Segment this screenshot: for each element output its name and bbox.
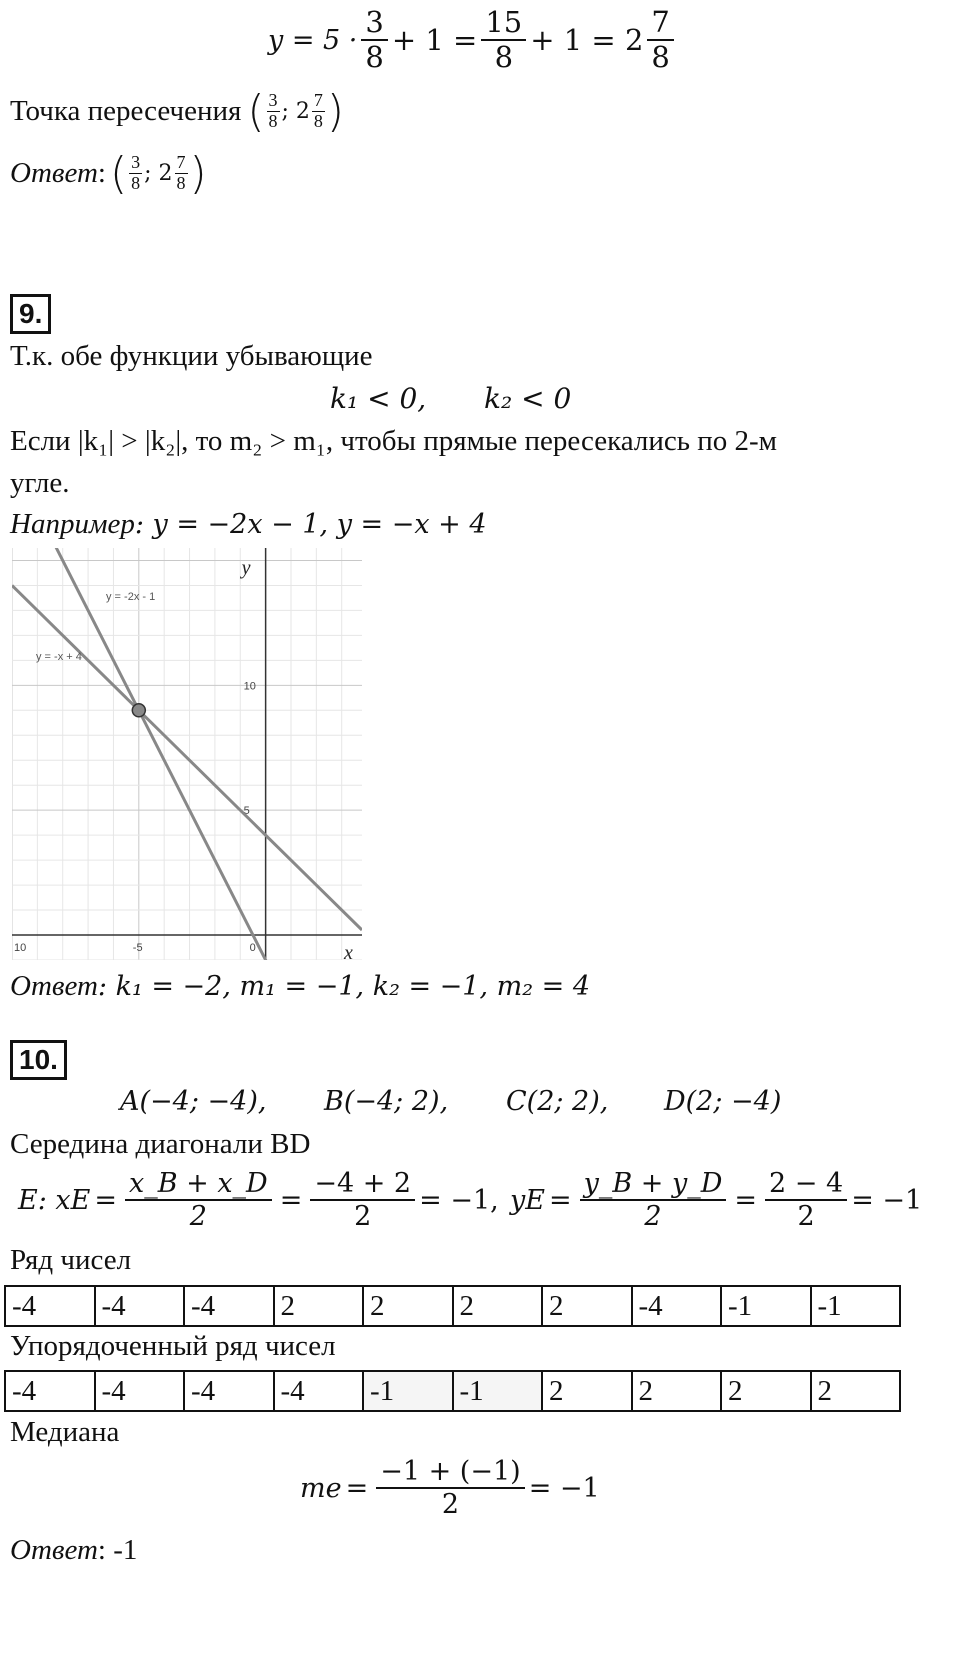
answer-label: Ответ [10,970,98,1002]
table-cell: -4 [184,1371,274,1411]
x-tick-label: -5 [132,942,143,955]
table-cell: -1 [453,1371,543,1411]
eq-mid: + 1 = 2 [530,23,644,58]
answer-label: Ответ [10,157,98,189]
task-9-number: 9. [10,294,51,334]
fraction: $\frac{2 - 4}{2}$ [765,1168,847,1232]
table-cell: -1 [721,1286,811,1326]
condition-line1: Если |k₁| > |k₂|, то m₂ > m₁, чтобы прямые пересекались по 2-м [10,425,778,457]
table-cell: 2 [363,1286,453,1326]
midpoint-label: Середина диагонали BD [10,1128,311,1160]
inequality-k1: k₁ < 0, [330,382,427,415]
median-label: Медиана [10,1416,120,1448]
table-cell: 2 [542,1286,632,1326]
table-cell: -4 [95,1371,185,1411]
median-formula: m e = $\frac{-1 + (-1)}{2}$ = −1 [300,1456,600,1521]
function-graph [12,548,362,960]
table-cell: 2 [274,1286,364,1326]
y-tick-label: 10 [243,680,256,693]
series-label: y = -x + 4 [36,651,82,663]
answer-text: : k₁ = −2, m₁ = −1, k₂ = −1, m₂ = 4 [97,971,591,1002]
table-cell: -1 [363,1371,453,1411]
task-9-line1: Т.к. обе функции убывающие [10,340,373,372]
x-axis-label: x [344,942,353,960]
fraction: $\frac{3}{8}$ [268,90,278,131]
sorted-table [4,1370,901,1412]
fraction: $\frac{15}{8}$ [481,6,526,75]
point-label: Точка пересечения [10,95,242,127]
series-label: y = -2x - 1 [106,591,156,603]
table-cell: -1 [811,1286,901,1326]
fraction: $\frac{x\_B + x\_D}{2}$ [125,1168,272,1232]
table-cell: 2 [721,1371,811,1411]
table-cell: 2 [632,1371,722,1411]
fraction: $\frac{7}{8}$ [176,152,186,193]
table-row [5,1286,900,1326]
series-label: Ряд чисел [10,1244,132,1276]
table-cell: -4 [5,1286,95,1326]
task-9-answer [10,970,590,1003]
table-cell: -4 [5,1371,95,1411]
y-axis-label: y [241,557,251,579]
example-label: Например [10,508,135,540]
point-a: A(−4; −4), [120,1086,267,1117]
fraction: $\frac{-4 + 2}{2}$ [310,1168,415,1232]
fraction: $\frac{3}{8}$ [361,6,387,75]
answer-label: Ответ [10,1534,98,1566]
series-line [12,585,362,930]
condition-line2: угле. [10,467,70,499]
answer-text: : -1 [97,1534,138,1566]
task-10-answer [10,1534,137,1567]
series-table [4,1285,901,1327]
fraction: $\frac{y\_B + y\_D}{2}$ [580,1168,727,1232]
table-cell: 2 [811,1371,901,1411]
midpoint-x-formula: E: x E = $\frac{x\_B + x\_D}{2}$ = $\frac{-4 + 2}{2}$ = −1, [18,1168,499,1233]
top-equation [268,6,678,75]
task-10-number: 10. [10,1040,67,1080]
top-answer-line: Ответ : ( $\frac{3}{8}$ ; 2 $\frac{7}{8}$ ) [10,148,207,199]
fraction: $\frac{7}{8}$ [313,90,323,131]
intersection-point-line: Точка пересечения ( $\frac{3}{8}$ ; 2 $\frac{7}{8}$ ) [10,86,345,137]
table-cell: -4 [632,1286,722,1326]
y-tick-label: 5 [243,805,250,818]
fraction: $\frac{3}{8}$ [131,152,141,193]
table-row [5,1371,900,1411]
example-text: : y = −2x − 1, y = −x + 4 [134,509,487,540]
fraction: $\frac{-1 + (-1)}{2}$ [376,1456,524,1520]
inequality-k2: k₂ < 0 [484,382,572,415]
eq-mid: + 1 = [391,23,478,58]
point-c: C(2; 2), [506,1086,609,1117]
table-cell: -4 [184,1286,274,1326]
midpoint-y-formula: y E = $\frac{y\_B + y\_D}{2}$ = $\frac{2 - 4}{2}$ = −1 [510,1168,923,1233]
example-line [10,508,487,541]
x-tick-label: 10 [14,942,27,955]
fraction: $\frac{7}{8}$ [647,6,673,75]
table-cell: -4 [95,1286,185,1326]
intersection-point [132,704,145,717]
series-line [12,548,362,960]
table-cell: 2 [453,1286,543,1326]
table-cell: -4 [274,1371,364,1411]
x-tick-label: 0 [249,942,256,955]
sorted-label: Упорядоченный ряд чисел [10,1330,336,1362]
point-d: D(2; −4) [664,1086,782,1117]
table-cell: 2 [542,1371,632,1411]
eq-lhs: y = 5 · [268,24,358,56]
point-b: B(−4; 2), [324,1086,449,1117]
